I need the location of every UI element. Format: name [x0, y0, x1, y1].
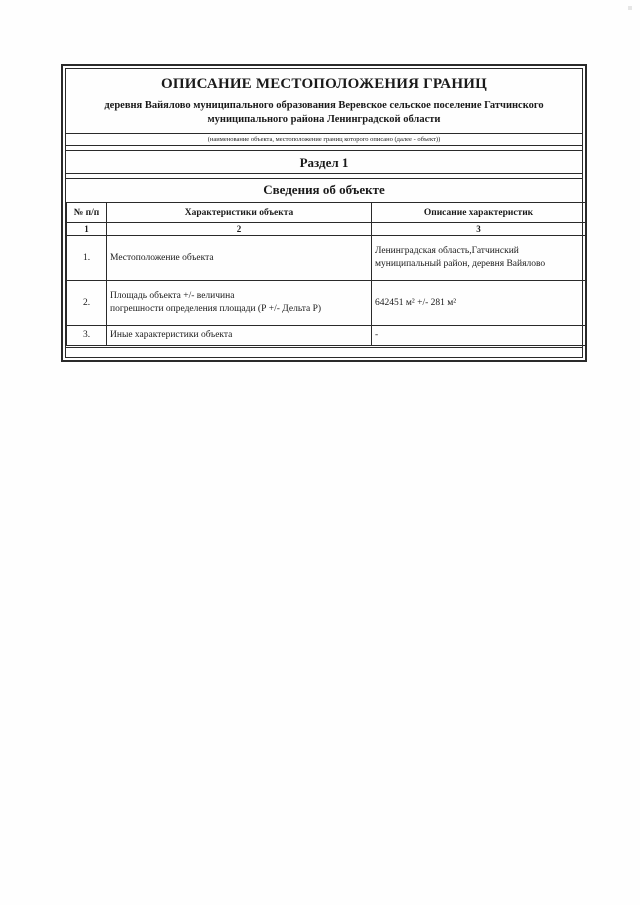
row-characteristic: Иные характеристики объекта — [107, 326, 372, 346]
row-description: - — [372, 326, 586, 346]
row-characteristic-line: погрешности определения площади (Р +/- Дельта Р) — [110, 304, 322, 314]
section-title: Раздел 1 — [66, 150, 582, 174]
scan-artifact — [628, 6, 632, 10]
row-number: 1. — [67, 236, 107, 281]
object-caption: (наименование объекта, местоположение границ которого описано (далее - объект)) — [66, 133, 582, 146]
header-description: Описание характеристик — [372, 203, 586, 223]
column-number: 3 — [372, 223, 586, 236]
row-description: 642451 м² +/- 281 м² — [372, 281, 586, 326]
document-frame — [61, 64, 587, 362]
row-description: Ленинградская область,Гатчинский муниципальный район, деревня Вайялово — [372, 236, 586, 281]
column-number: 1 — [67, 223, 107, 236]
table-row — [67, 281, 586, 326]
document-frame-inner — [65, 68, 583, 358]
row-characteristic: Местоположение объекта — [107, 236, 372, 281]
column-number: 2 — [107, 223, 372, 236]
table-bottom-spacer — [66, 347, 582, 360]
table-row — [67, 236, 586, 281]
document-title: ОПИСАНИЕ МЕСТОПОЛОЖЕНИЯ ГРАНИЦ — [161, 76, 487, 92]
row-characteristic-line: Площадь объекта +/- величина — [110, 291, 235, 301]
header-num: № п/п — [67, 203, 107, 223]
object-info-table — [66, 202, 586, 346]
row-number: 3. — [67, 326, 107, 346]
table-row — [67, 326, 586, 346]
row-number: 2. — [67, 281, 107, 326]
column-numbers-row — [67, 223, 586, 236]
section-heading: Сведения об объекте — [66, 178, 582, 202]
row-characteristic — [107, 281, 372, 326]
table-header-row — [67, 203, 586, 223]
header-characteristic: Характеристики объекта — [107, 203, 372, 223]
object-name: деревня Вайялово муниципального образования Веревское сельское поселение Гатчинского муниципального района Ленинградской области — [104, 100, 544, 125]
